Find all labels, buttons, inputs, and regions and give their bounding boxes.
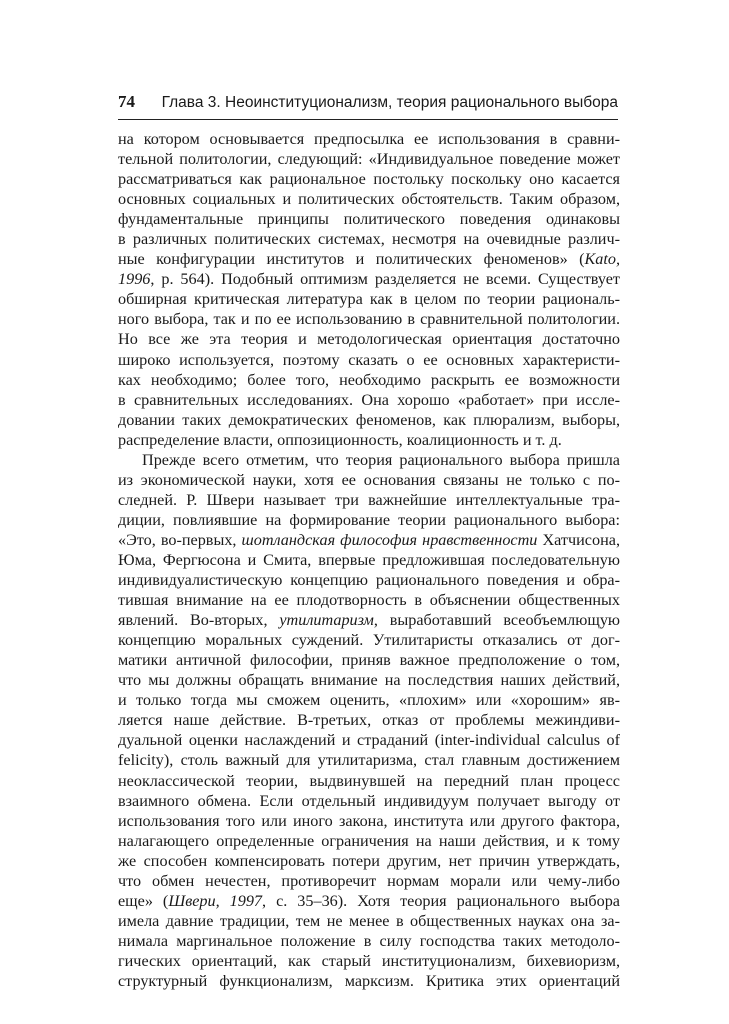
- text-line: [118, 791, 620, 811]
- text-line: [118, 690, 620, 710]
- text-line: [118, 871, 620, 891]
- text-span: широко используется, поэтому сказать о ее основных характеристи-: [118, 350, 620, 369]
- text-span: гических ориентаций, как старый институционализм, бихевиоризм,: [118, 951, 620, 970]
- text-span: Хатчисона,: [537, 530, 620, 549]
- text-line: [118, 129, 620, 149]
- text-span: ляется наше действие. В-третьих, отказ от проблемы межиндиви-: [118, 711, 620, 730]
- text-span: нимала маргинальное положение в силу господства таких методоло-: [118, 931, 620, 950]
- italic-span: шотландская философия нравственности: [241, 530, 538, 549]
- text-line: [118, 470, 620, 490]
- text-span: еще» (: [118, 891, 169, 910]
- text-span: матики античной философии, приняв важное предположение о том,: [118, 651, 620, 670]
- text-line: [118, 410, 620, 430]
- text-span: «Это, во-первых,: [118, 530, 242, 549]
- text-span: фундаментальные принципы политического поведения одинаковы: [118, 210, 620, 229]
- text-span: обширная критическая литература как в целом по теории рациональ-: [118, 290, 620, 309]
- text-span: ках необходимо; более того, необходимо раскрыть ее возможности: [118, 370, 620, 389]
- text-span: Но все же эта теория и методологическая ориентация достаточно: [118, 330, 620, 349]
- text-line: [118, 149, 620, 169]
- text-span: индивидуалистическую концепцию рационального поведения и обра-: [118, 571, 620, 590]
- text-span: довании таких демократических феноменов, как плюрализм, выборы,: [118, 410, 620, 429]
- text-span: следней. Р. Швери называет три важнейшие интеллектуальные тра-: [118, 490, 620, 509]
- text-span: неоклассической теории, выдвинувшей на передний план процесс: [118, 771, 620, 790]
- text-line: [118, 570, 620, 590]
- text-line: [118, 931, 620, 951]
- body-text: [118, 129, 620, 991]
- italic-span: Kato,: [584, 250, 620, 269]
- text-span: Юма, Фергюсона и Смита, впервые предложившая последовательную: [118, 550, 620, 569]
- text-span: в сравнительных исследованиях. Она хорошо «работает» при иссле-: [118, 390, 620, 409]
- text-line: [118, 650, 620, 670]
- text-span: felicity), столь важный для утилитаризма, стал главным достижением: [118, 751, 620, 770]
- italic-span: Швери, 1997: [168, 891, 263, 910]
- text-line: [118, 951, 620, 971]
- text-span: что обмен нечестен, противоречит нормам морали или чему-либо: [118, 871, 620, 890]
- text-span: диции, повлиявшие на формирование теории рационального выбора:: [118, 510, 620, 529]
- text-line: [118, 851, 620, 871]
- text-line: [118, 370, 620, 390]
- text-span: , p. 564). Подобный оптимизм разделяется не всеми. Существует: [150, 270, 620, 289]
- text-span: явлений. Во-вторых,: [118, 611, 280, 630]
- text-line: [118, 289, 620, 309]
- text-line: [118, 891, 620, 911]
- text-span: ные конфигурации институтов и политических феноменов» (: [118, 250, 585, 269]
- text-span: Прежде всего отметим, что теория рационального выбора пришла: [142, 450, 620, 469]
- text-line: [118, 269, 620, 289]
- text-line: [118, 390, 620, 410]
- text-line: [118, 590, 620, 610]
- running-title: Глава 3. Неоинституционализм, теория рационального выбора: [161, 94, 618, 111]
- header-rule: [118, 119, 618, 120]
- text-line: [118, 811, 620, 831]
- page-number: 74: [118, 92, 135, 111]
- text-line: [118, 249, 620, 269]
- text-span: , с. 35–36). Хотя теория рационального выбора: [262, 891, 620, 910]
- text-span: использования того или иного закона, института или другого фактора,: [118, 811, 620, 830]
- italic-span: утилитаризм: [279, 611, 374, 630]
- text-span: имела давние традиции, тем не менее в общественных науках она за-: [118, 911, 620, 930]
- text-span: структурный функционализм, марксизм. Критика этих ориентаций: [118, 971, 620, 990]
- italic-span: 1996: [118, 270, 151, 289]
- text-span: , выработавший всеобъемлющую: [373, 611, 620, 630]
- text-line: [118, 430, 620, 450]
- text-line: [118, 450, 620, 470]
- text-line: [118, 189, 620, 209]
- text-span: ного выбора, так и по ее использованию в сравнительной политологии.: [118, 310, 620, 329]
- text-line: [118, 490, 620, 510]
- text-line: [118, 229, 620, 249]
- text-span: взаимного обмена. Если отдельный индивидуум получает выгоду от: [118, 791, 620, 810]
- text-span: что мы должны обращать внимание на последствия наших действий,: [118, 671, 620, 690]
- text-span: из экономической науки, хотя ее основания связаны не только с по-: [118, 470, 620, 489]
- text-line: [118, 530, 620, 550]
- text-line: [118, 169, 620, 189]
- running-header: [118, 92, 618, 118]
- text-span: концепцию моральных суждений. Утилитаристы отказались от дог-: [118, 631, 620, 650]
- text-line: [118, 771, 620, 791]
- text-span: налагающего определенные ограничения на наши действия, и к тому: [118, 831, 620, 850]
- text-span: тельной политологии, следующий: «Индивидуальное поведение может: [118, 150, 620, 169]
- text-span: в различных политических системах, несмотря на очевидные различ-: [118, 230, 620, 249]
- text-line: [118, 329, 620, 349]
- text-line: [118, 350, 620, 370]
- text-line: [118, 710, 620, 730]
- text-line: [118, 550, 620, 570]
- text-line: [118, 750, 620, 770]
- text-span: дуальной оценки наслаждений и страданий (inter-individual calculus of: [118, 731, 620, 750]
- text-line: [118, 209, 620, 229]
- text-span: рассматриваться как рациональное постольку поскольку оно касается: [118, 170, 620, 189]
- text-line: [118, 510, 620, 530]
- text-line: [118, 971, 620, 991]
- text-line: [118, 309, 620, 329]
- text-span: на котором основывается предпосылка ее использования в сравни-: [118, 130, 620, 148]
- text-span: основных социальных и политических обстоятельств. Таким образом,: [118, 190, 620, 209]
- text-line: [118, 911, 620, 931]
- text-span: и только тогда мы сможем оценить, «плохим» или «хорошим» яв-: [118, 691, 620, 710]
- text-span: тившая внимание на ее плодотворность в объяснении общественных: [118, 591, 620, 610]
- text-line: [118, 730, 620, 750]
- text-line: [118, 630, 620, 650]
- text-span: же способен компенсировать потери другим, нет причин утверждать,: [118, 851, 620, 870]
- text-span: распределение власти, оппозиционность, коалиционность и т. д.: [118, 430, 562, 449]
- text-line: [118, 610, 620, 630]
- text-line: [118, 670, 620, 690]
- text-line: [118, 831, 620, 851]
